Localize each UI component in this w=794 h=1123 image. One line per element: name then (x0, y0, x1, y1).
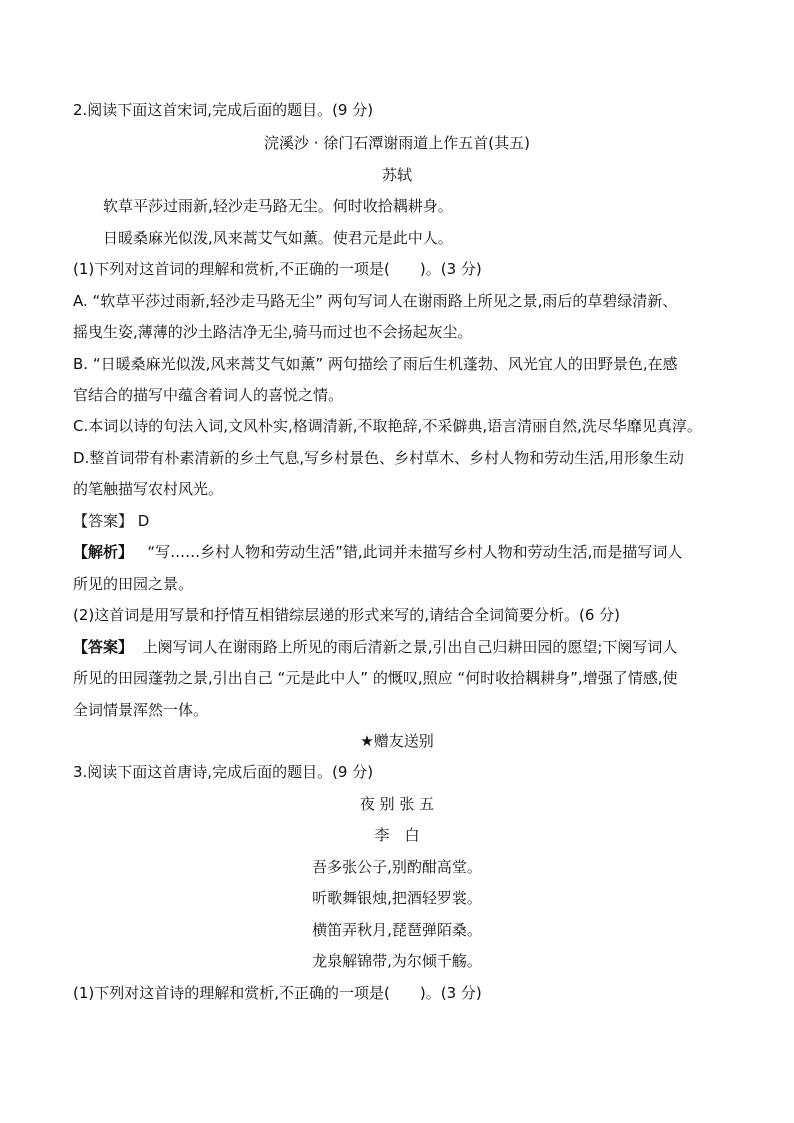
q3-poet: 李 白 (374, 826, 420, 844)
analysis-line-2: 所见的田园之景。 (73, 575, 194, 593)
answer-2-line-2: 所见的田园蓬勃之景,引出自己 “元是此中人” 的慨叹,照应 “何时收拾耦耕身”,增强了情感,使 (73, 669, 678, 687)
answer-2-line-1 (73, 637, 677, 657)
q2-sub2-question: (2)这首词是用写景和抒情互相错综层递的形式来写的,请结合全词简要分析。(6 分) (73, 606, 621, 624)
option-d-line-1: D.整首词带有朴素清新的乡土气息,写乡村景色、乡村草木、乡村人物和劳动生活,用形象生动 (73, 449, 684, 467)
q3-poem-line-3: 横笛弄秋月,琵琶弹陌桑。 (312, 921, 482, 939)
answer-2-text-1: 上阕写词人在谢雨路上所见的雨后清新之景,引出自己归耕田园的愿望;下阕写词人 (142, 638, 678, 656)
q2-poem-line-1: 软草平莎过雨新,轻沙走马路无尘。何时收拾耦耕身。 (103, 197, 453, 215)
q3-poem-line-2: 听歌舞银烛,把酒轻罗裳。 (312, 889, 482, 907)
answer-1-value: D (137, 512, 150, 530)
option-c-line-1: C.本词以诗的句法入词,文风朴实,格调清新,不取艳辞,不采僻典,语言清丽自然,洗尽华靡见真淳。 (73, 417, 702, 435)
option-a-line-1: A. “软草平莎过雨新,轻沙走马路无尘” 两句写词人在谢雨路上所见之景,雨后的草碧绿清新、 (73, 292, 678, 310)
q2-poet: 苏轼 (381, 166, 412, 184)
section-heading: ★赠友送别 (360, 732, 434, 750)
option-b-line-2: 官结合的描写中蕴含着词人的喜悦之情。 (73, 386, 344, 404)
q2-poem-line-2: 日暖桑麻光似泼,风来蒿艾气如薰。使君元是此中人。 (103, 229, 453, 247)
analysis-label: 【解析】 (73, 543, 134, 561)
answer-2-label: 【答案】 (73, 638, 134, 656)
q3-stem: 3.阅读下面这首唐诗,完成后面的题目。(9 分) (73, 763, 374, 781)
answer-1 (73, 511, 149, 531)
q2-sub1-question: (1)下列对这首词的理解和赏析,不正确的一项是( )。(3 分) (73, 260, 482, 278)
q3-poem-line-4: 龙泉解锦带,为尔倾千觞。 (312, 952, 482, 970)
option-b-line-1: B. “日暖桑麻光似泼,风来蒿艾气如薰” 两句描绘了雨后生机蓬勃、风光宜人的田野景色,在感 (73, 355, 678, 373)
option-d-line-2: 的笔触描写农村风光。 (73, 480, 224, 498)
q3-poem-title: 夜 别 张 五 (359, 795, 435, 813)
analysis-text-1: “写……乡村人物和劳动生活”错,此词并未描写乡村人物和劳动生活,而是描写词人 (147, 543, 683, 561)
analysis-line-1 (73, 542, 682, 562)
q3-poem-line-1: 吾多张公子,别酌酣高堂。 (312, 858, 482, 876)
q2-stem: 2.阅读下面这首宋词,完成后面的题目。(9 分) (73, 101, 374, 119)
q3-sub1-question: (1)下列对这首诗的理解和赏析,不正确的一项是( )。(3 分) (73, 984, 482, 1002)
answer-1-label: 【答案】 (73, 512, 134, 530)
answer-2-line-3: 全词情景浑然一体。 (73, 701, 209, 719)
option-a-line-2: 摇曳生姿,薄薄的沙土路洁净无尘,骑马而过也不会扬起灰尘。 (73, 323, 473, 341)
q2-poem-title: 浣溪沙 · 徐门石潭谢雨道上作五首(其五) (263, 134, 530, 152)
